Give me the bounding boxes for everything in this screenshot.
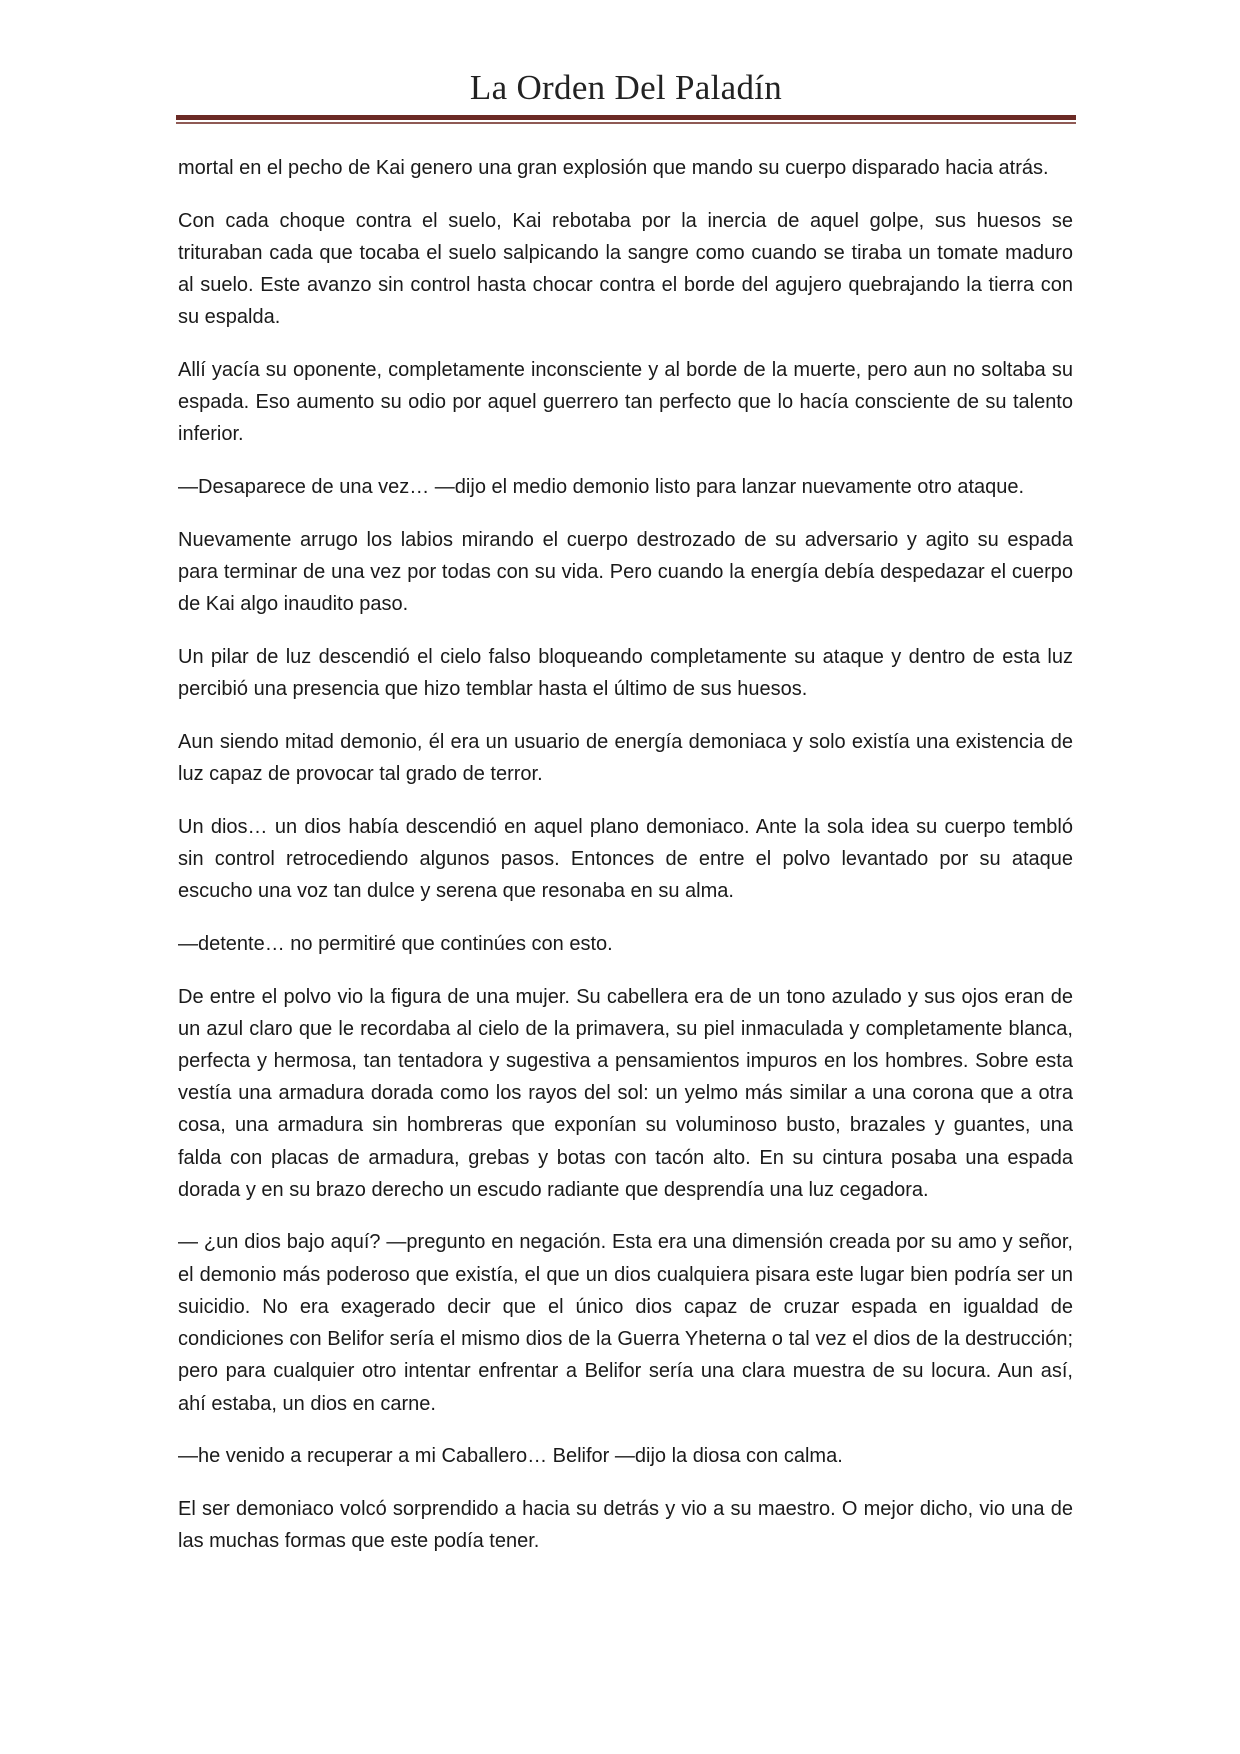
paragraph: Nuevamente arrugo los labios mirando el cuerpo destrozado de su adversario y agito su espada para terminar de una vez por todas con su vida. Pero cuando la energía debía despedazar el cuerpo de Kai algo inaudito paso. (178, 528, 1073, 616)
body-text (178, 152, 1073, 1578)
paragraph: —Desaparece de una vez… —dijo el medio demonio listo para lanzar nuevamente otro ataque. (178, 476, 1025, 499)
paragraph: Aun siendo mitad demonio, él era un usuario de energía demoniaca y solo existía una existencia de luz capaz de provocar tal grado de terror. (178, 730, 1073, 786)
paragraph: — ¿un dios bajo aquí? —pregunto en negación. Esta era una dimensión creada por su amo y señor, el demonio más poderoso que existía, el que un dios cualquiera pisara este lugar bien podría ser un suicidio. No era exagerado decir que el único dios capaz de cruzar espada en igualdad de condiciones con Belifor sería el mismo dios de la Guerra Yheterna o tal vez el dios de la destrucción; pero para cualquier otro intentar enfrentar a Belifor sería una clara muestra de su locura. Aun así, ahí estaba, un dios en carne. (178, 1231, 1073, 1415)
paragraph: mortal en el pecho de Kai genero una gran explosión que mando su cuerpo disparado hacia atrás. (178, 157, 1049, 179)
paragraph: Un pilar de luz descendió el cielo falso bloqueando completamente su ataque y dentro de esta luz percibió una presencia que hizo temblar hasta el último de sus huesos. (178, 645, 1073, 701)
header-title: La Orden Del Paladín (469, 68, 783, 107)
paragraph: Un dios… un dios había descendió en aquel plano demoniaco. Ante la sola idea su cuerpo tembló sin control retrocediendo algunos pasos. Entonces de entre el polvo levantado por su ataque escucho una voz tan dulce y serena que resonaba en su alma. (178, 815, 1073, 903)
paragraph: Allí yacía su oponente, completamente inconsciente y al borde de la muerte, pero aun no soltaba su espada. Eso aumento su odio por aquel guerrero tan perfecto que lo hacía consciente de su talento inferior. (178, 359, 1073, 446)
paragraph: Con cada choque contra el suelo, Kai rebotaba por la inercia de aquel golpe, sus huesos se trituraban cada que tocaba el suelo salpicando la sangre como cuando se tiraba un tomate maduro al suelo. Este avanzo sin control hasta chocar contra el borde del agujero quebrajando la tierra con su espalda. (178, 209, 1073, 329)
header-rule-thin (176, 122, 1076, 124)
header-rule-thick (176, 115, 1076, 120)
header-rule (176, 115, 1076, 125)
page-header (176, 66, 1076, 110)
paragraph: De entre el polvo vio la figura de una mujer. Su cabellera era de un tono azulado y sus ojos eran de un azul claro que le recordaba al cielo de la primavera, su piel inmaculada y completamente blanca, perfecta y hermosa, tan tentadora y sugestiva a pensamientos impuros en los hombres. Sobre esta vestía una armadura dorada como los rayos del sol: un yelmo más similar a una corona que a otra cosa, una armadura sin hombreras que exponían su voluminoso busto, brazales y guantes, una falda con placas de armadura, grebas y botas con tacón alto. En su cintura posaba una espada dorada y en su brazo derecho un escudo radiante que desprendía una luz cegadora. (178, 985, 1073, 1201)
paragraph: —he venido a recuperar a mi Caballero… Belifor —dijo la diosa con calma. (178, 1445, 843, 1468)
paragraph: El ser demoniaco volcó sorprendido a hacia su detrás y vio a su maestro. O mejor dicho, vio una de las muchas formas que este podía tener. (178, 1497, 1073, 1553)
paragraph: —detente… no permitiré que continúes con esto. (178, 932, 613, 955)
